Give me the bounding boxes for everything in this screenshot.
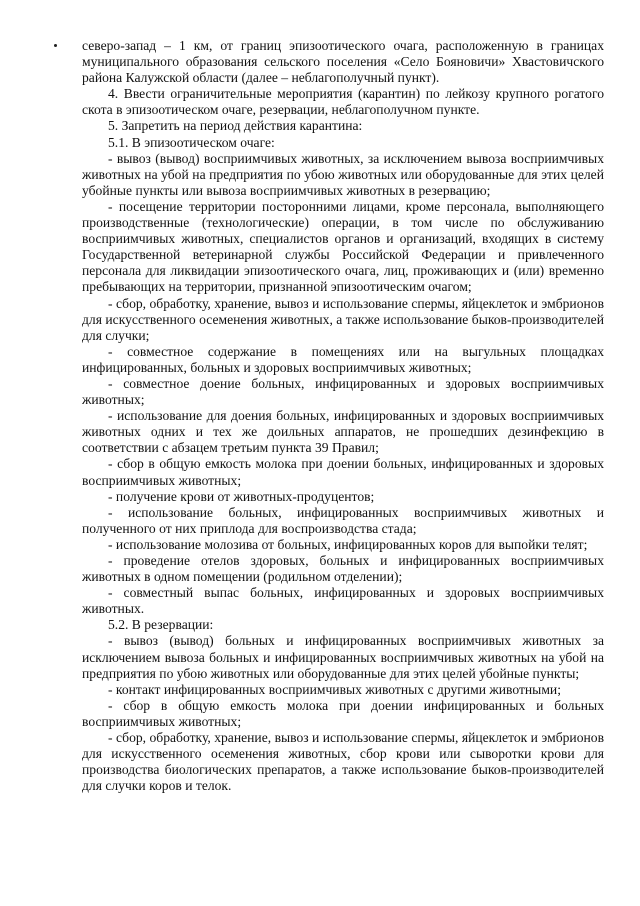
- list-item: - сбор, обработку, хранение, вывоз и использование спермы, яйцеклеток и эмбрионов для искусственного осеменения животных, сбор крови или сыворотки крови для производства биологических препаратов, а также использование быков-производителей для случки коров и телок.: [82, 730, 604, 794]
- list-item: - использование для доения больных, инфицированных и здоровых восприимчивых животных одних и тех же доильных аппаратов, не прошедших дезинфекцию в соответствии с абзацем третьим пункта 39 Правил;: [82, 408, 604, 456]
- subheading-5-2: 5.2. В резервации:: [108, 617, 214, 633]
- paragraph-item-5: 5. Запретить на период действия карантина:: [108, 118, 363, 134]
- list-item: - использование молозива от больных, инфицированных коров для выпойки телят;: [108, 536, 588, 552]
- paragraph-continuation: северо-запад – 1 км, от границ эпизоотического очага, расположенную в границах муниципального образования сельского поселения «Село Бояновичи» Хвастовичского района Калужской области (далее – неблагополучный пункт).: [82, 38, 604, 86]
- paragraph-item-4: 4. Ввести ограничительные мероприятия (карантин) по лейкозу крупного рогатого скота в эпизоотическом очаге, резервации, неблагополучном пункте.: [82, 86, 604, 118]
- document-body: [82, 38, 604, 794]
- list-item: - контакт инфицированных восприимчивых животных с другими животными;: [108, 681, 561, 697]
- list-item: - сбор в общую емкость молока при доении инфицированных и больных восприимчивых животных;: [82, 697, 604, 729]
- list-item: - вывоз (вывод) больных и инфицированных восприимчивых животных за исключением вывоза больных и инфицированных восприимчивых животных на убой на предприятия по убою животных или оборудованные для этих целей убойные пункты;: [82, 633, 604, 681]
- list-item: - использование больных, инфицированных восприимчивых животных и полученного от них приплода для воспроизводства стада;: [82, 504, 604, 536]
- list-item: - совместный выпас больных, инфицированных и здоровых восприимчивых животных.: [82, 585, 604, 617]
- list-item: - совместное содержание в помещениях или на выгульных площадках инфицированных, больных и здоровых восприимчивых животных;: [82, 343, 604, 375]
- list-item: - проведение отелов здоровых, больных и инфицированных восприимчивых животных в одном помещении (родильном отделении);: [82, 553, 604, 585]
- subheading-5-1: 5.1. В эпизоотическом очаге:: [108, 134, 275, 150]
- margin-dot: [54, 44, 57, 47]
- list-item: - посещение территории посторонними лицами, кроме персонала, выполняющего производственные (технологические) операции, в том числе по обслуживанию восприимчивых животных, специалистов органов и организаций, входящих в систему Государственной ветеринарной службы Российской Федерации и привлеченного персонала для ликвидации эпизоотического очага, лиц, проживающих и (или) временно пребывающих на территории, признанной эпизоотическим очагом;: [82, 198, 604, 295]
- list-item: - совместное доение больных, инфицированных и здоровых восприимчивых животных;: [82, 375, 604, 408]
- list-item: - сбор, обработку, хранение, вывоз и использование спермы, яйцеклеток и эмбрионов для искусственного осеменения животных, а также использование быков-производителей для случки;: [82, 295, 604, 343]
- list-item: - вывоз (вывод) восприимчивых животных, за исключением вывоза восприимчивых животных на убой на предприятия по убою животных или оборудованные для этих целей убойные пункты или вывоза восприимчивых животных в резервацию;: [82, 150, 604, 198]
- list-item: - сбор в общую емкость молока при доении больных, инфицированных и здоровых восприимчивых животных;: [82, 456, 604, 488]
- list-item: - получение крови от животных-продуцентов;: [108, 488, 375, 504]
